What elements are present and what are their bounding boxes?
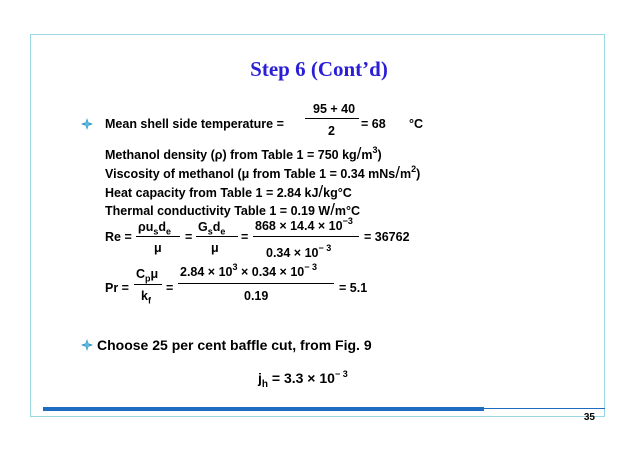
baffle-text: Choose 25 per cent baffle cut, from Fig. 9 bbox=[97, 337, 372, 353]
reynolds-frac2-bar bbox=[196, 236, 238, 237]
reynolds-frac2-num-text: G bbox=[198, 220, 208, 234]
viscosity-unit: m bbox=[400, 167, 412, 181]
prandtl-frac1-den-k: k bbox=[141, 289, 148, 303]
prandtl-frac2-num-a: 2.84 × 10 bbox=[180, 265, 233, 279]
prandtl-frac2-numerator bbox=[180, 262, 317, 279]
jh-exp: − 3 bbox=[334, 369, 348, 379]
conductivity-slash: / bbox=[330, 200, 335, 219]
density-slash: / bbox=[356, 144, 362, 163]
conductivity-unit: m°C bbox=[334, 204, 361, 218]
density-line bbox=[105, 145, 382, 162]
jh-sub: h bbox=[261, 378, 268, 390]
viscosity-exp: 2 bbox=[411, 164, 417, 174]
prandtl-frac1-num-sub: p bbox=[145, 273, 151, 284]
viscosity-line bbox=[105, 164, 420, 181]
reynolds-frac1-num-sub2: e bbox=[166, 226, 172, 237]
temperature-unit: °C bbox=[409, 117, 424, 131]
reynolds-lhs: Re = bbox=[105, 230, 132, 244]
prandtl-eq: = bbox=[166, 281, 174, 295]
reynolds-frac1-num-sub1: s bbox=[153, 226, 159, 237]
heat-capacity-unit: kg°C bbox=[323, 186, 352, 200]
prandtl-frac2-num-exp2: − 3 bbox=[304, 262, 317, 272]
prandtl-frac2-num-b: × 0.34 × 10 bbox=[237, 265, 305, 279]
reynolds-frac3-den-exp: − 3 bbox=[318, 243, 332, 253]
reynolds-frac1-num-d: d bbox=[158, 220, 167, 234]
viscosity-close: ) bbox=[416, 167, 421, 181]
density-text: Methanol density (ρ) from Table 1 = 750 kg bbox=[105, 148, 357, 162]
jh-symbol: j bbox=[258, 370, 262, 386]
reynolds-frac1-num-text: ρu bbox=[138, 220, 154, 234]
prandtl-frac1-num-mu: μ bbox=[150, 267, 159, 281]
prandtl-frac2-num-exp1: 3 bbox=[232, 262, 238, 272]
temperature-result: = 68 bbox=[361, 117, 386, 131]
reynolds-frac2-denominator: μ bbox=[211, 241, 219, 255]
reynolds-frac3-num-exp: −3 bbox=[342, 216, 353, 226]
prandtl-result: = 5.1 bbox=[339, 281, 368, 295]
prandtl-frac2-denominator: 0.19 bbox=[244, 289, 269, 303]
heat-capacity-slash: / bbox=[318, 182, 324, 201]
prandtl-frac1-denominator bbox=[141, 290, 151, 306]
reynolds-frac1-bar bbox=[136, 236, 180, 237]
footer-bar bbox=[43, 407, 484, 411]
reynolds-eq2: = bbox=[241, 230, 249, 244]
prandtl-frac2-bar bbox=[178, 283, 334, 284]
heat-capacity-line bbox=[105, 183, 352, 200]
prandtl-frac1-bar bbox=[134, 284, 162, 285]
prandtl-frac1-numerator bbox=[136, 268, 158, 284]
prandtl-lhs: Pr = bbox=[105, 281, 129, 295]
page-number: 35 bbox=[583, 412, 595, 423]
temperature-denominator: 2 bbox=[328, 124, 335, 138]
jh-equation bbox=[258, 371, 348, 390]
bullet-icon bbox=[81, 118, 93, 130]
reynolds-frac3-numerator bbox=[255, 216, 353, 233]
slide-title: Step 6 (Cont’d) bbox=[250, 57, 388, 81]
reynolds-frac3-bar bbox=[253, 236, 359, 237]
bullet-icon bbox=[81, 339, 93, 351]
reynolds-frac1-denominator: μ bbox=[154, 241, 162, 255]
temperature-numerator: 95 + 40 bbox=[313, 102, 356, 116]
conductivity-line bbox=[105, 201, 360, 218]
reynolds-eq1: = bbox=[185, 230, 193, 244]
viscosity-slash: / bbox=[395, 163, 400, 182]
heat-capacity-text: Heat capacity from Table 1 = 2.84 kJ bbox=[105, 186, 319, 200]
reynolds-frac2-num-d: d bbox=[212, 220, 221, 234]
temperature-fraction-bar bbox=[305, 118, 359, 119]
reynolds-frac3-den-text: 0.34 × 10 bbox=[266, 246, 319, 260]
reynolds-frac3-denominator bbox=[266, 243, 332, 260]
reynolds-frac2-num-sub2: e bbox=[220, 226, 226, 237]
footer-line bbox=[484, 408, 605, 409]
reynolds-frac2-numerator bbox=[198, 221, 225, 237]
density-close: ) bbox=[377, 148, 382, 162]
temperature-label: Mean shell side temperature = bbox=[105, 117, 284, 131]
viscosity-text: Viscosity of methanol (μ from Table 1 = 0.34 mNs bbox=[105, 167, 396, 181]
density-exp: 3 bbox=[372, 145, 378, 155]
prandtl-frac1-den-sub: f bbox=[147, 295, 151, 306]
reynolds-frac3-num-text: 868 × 14.4 × 10 bbox=[255, 219, 343, 233]
reynolds-frac1-numerator bbox=[138, 221, 171, 237]
jh-value: = 3.3 × 10 bbox=[271, 370, 335, 386]
reynolds-result: = 36762 bbox=[364, 230, 410, 244]
conductivity-text: Thermal conductivity Table 1 = 0.19 W bbox=[105, 204, 331, 218]
reynolds-frac2-num-sub1: s bbox=[207, 226, 213, 237]
density-unit: m bbox=[361, 148, 373, 162]
prandtl-frac1-num-c: C bbox=[136, 267, 146, 281]
